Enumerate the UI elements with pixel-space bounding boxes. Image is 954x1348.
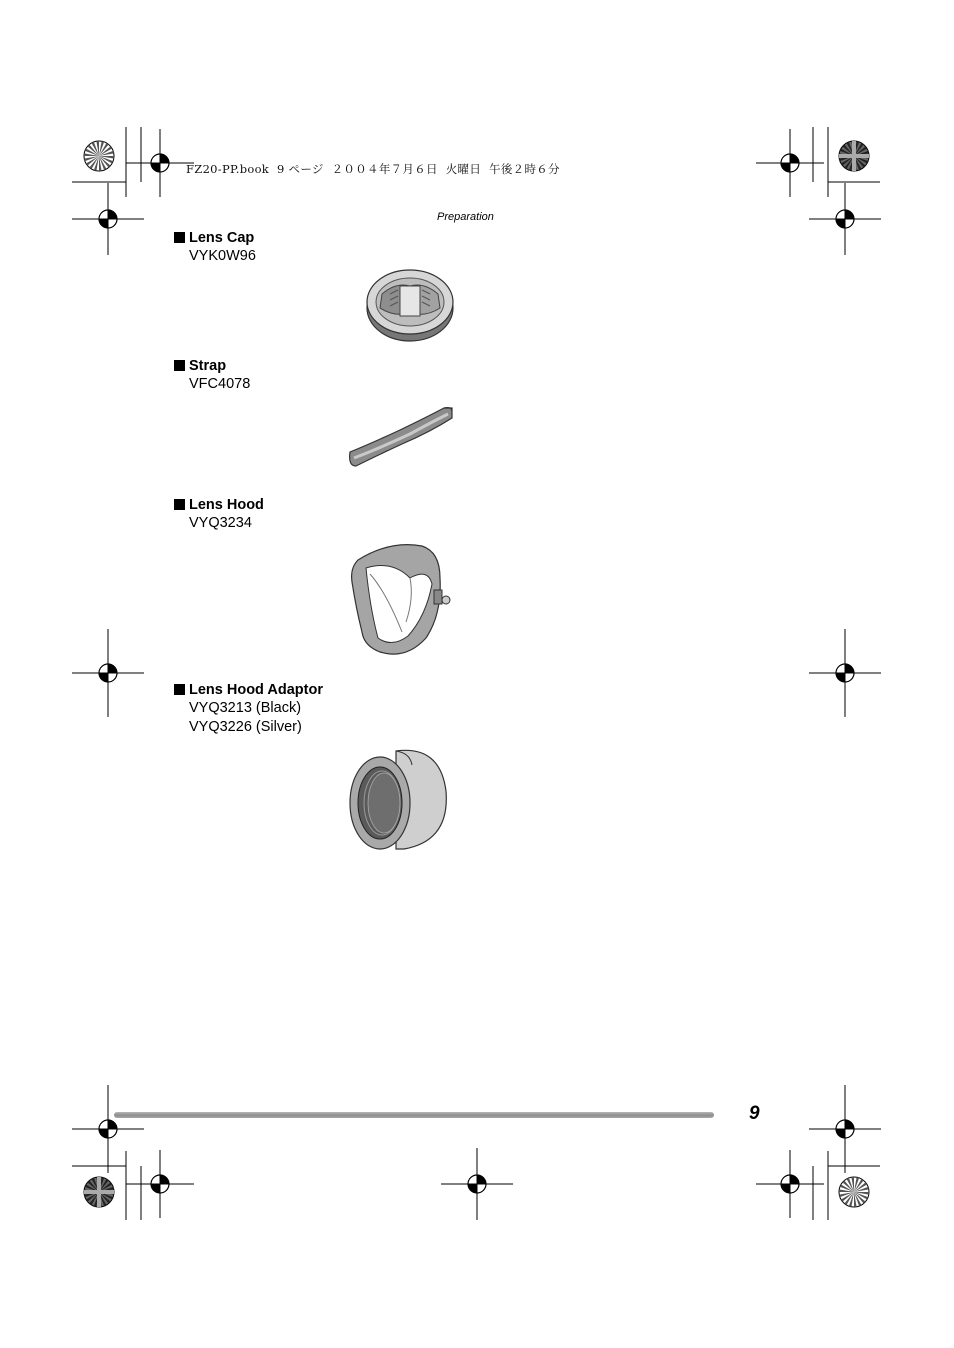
item-code: VYQ3234 <box>189 515 252 531</box>
page-number: 9 <box>749 1103 760 1124</box>
strap-icon <box>340 400 470 475</box>
accessory-strap <box>174 357 250 394</box>
lens-cap-icon <box>340 264 470 344</box>
registration-star-icon <box>84 1177 114 1207</box>
accessory-lens-cap <box>174 229 256 266</box>
item-title: Lens Hood Adaptor <box>174 681 323 699</box>
print-header-info: FZ20-PP.book 9 ページ ２００４年７月６日 火曜日 午後２時６分 <box>186 162 560 176</box>
item-code: VYK0W96 <box>189 248 256 264</box>
bullet-square-icon <box>174 232 185 243</box>
registration-target-icon <box>126 129 194 197</box>
accessory-lens-hood <box>174 496 264 533</box>
registration-star-icon <box>84 141 114 171</box>
footer-rule <box>114 1112 714 1118</box>
registration-star-icon <box>839 1177 869 1207</box>
item-code: VYQ3226 (Silver) <box>189 719 302 735</box>
registration-target-icon <box>126 1150 194 1218</box>
registration-star-icon <box>839 141 869 171</box>
lens-hood-icon <box>340 538 470 660</box>
registration-target-icon <box>756 1150 824 1218</box>
item-title: Lens Cap <box>174 229 256 247</box>
bullet-square-icon <box>174 499 185 510</box>
registration-target-icon <box>72 183 144 255</box>
item-title: Strap <box>174 357 250 375</box>
item-code: VFC4078 <box>189 376 251 392</box>
item-code: VYQ3213 (Black) <box>189 700 302 716</box>
registration-target-icon <box>809 183 881 255</box>
bullet-square-icon <box>174 360 185 371</box>
lens-hood-adaptor-icon <box>340 745 470 855</box>
section-label: Preparation <box>437 211 494 223</box>
accessory-lens-hood-adaptor <box>174 681 323 737</box>
bullet-square-icon <box>174 684 185 695</box>
registration-target-icon <box>756 129 824 197</box>
item-title: Lens Hood <box>174 496 264 514</box>
